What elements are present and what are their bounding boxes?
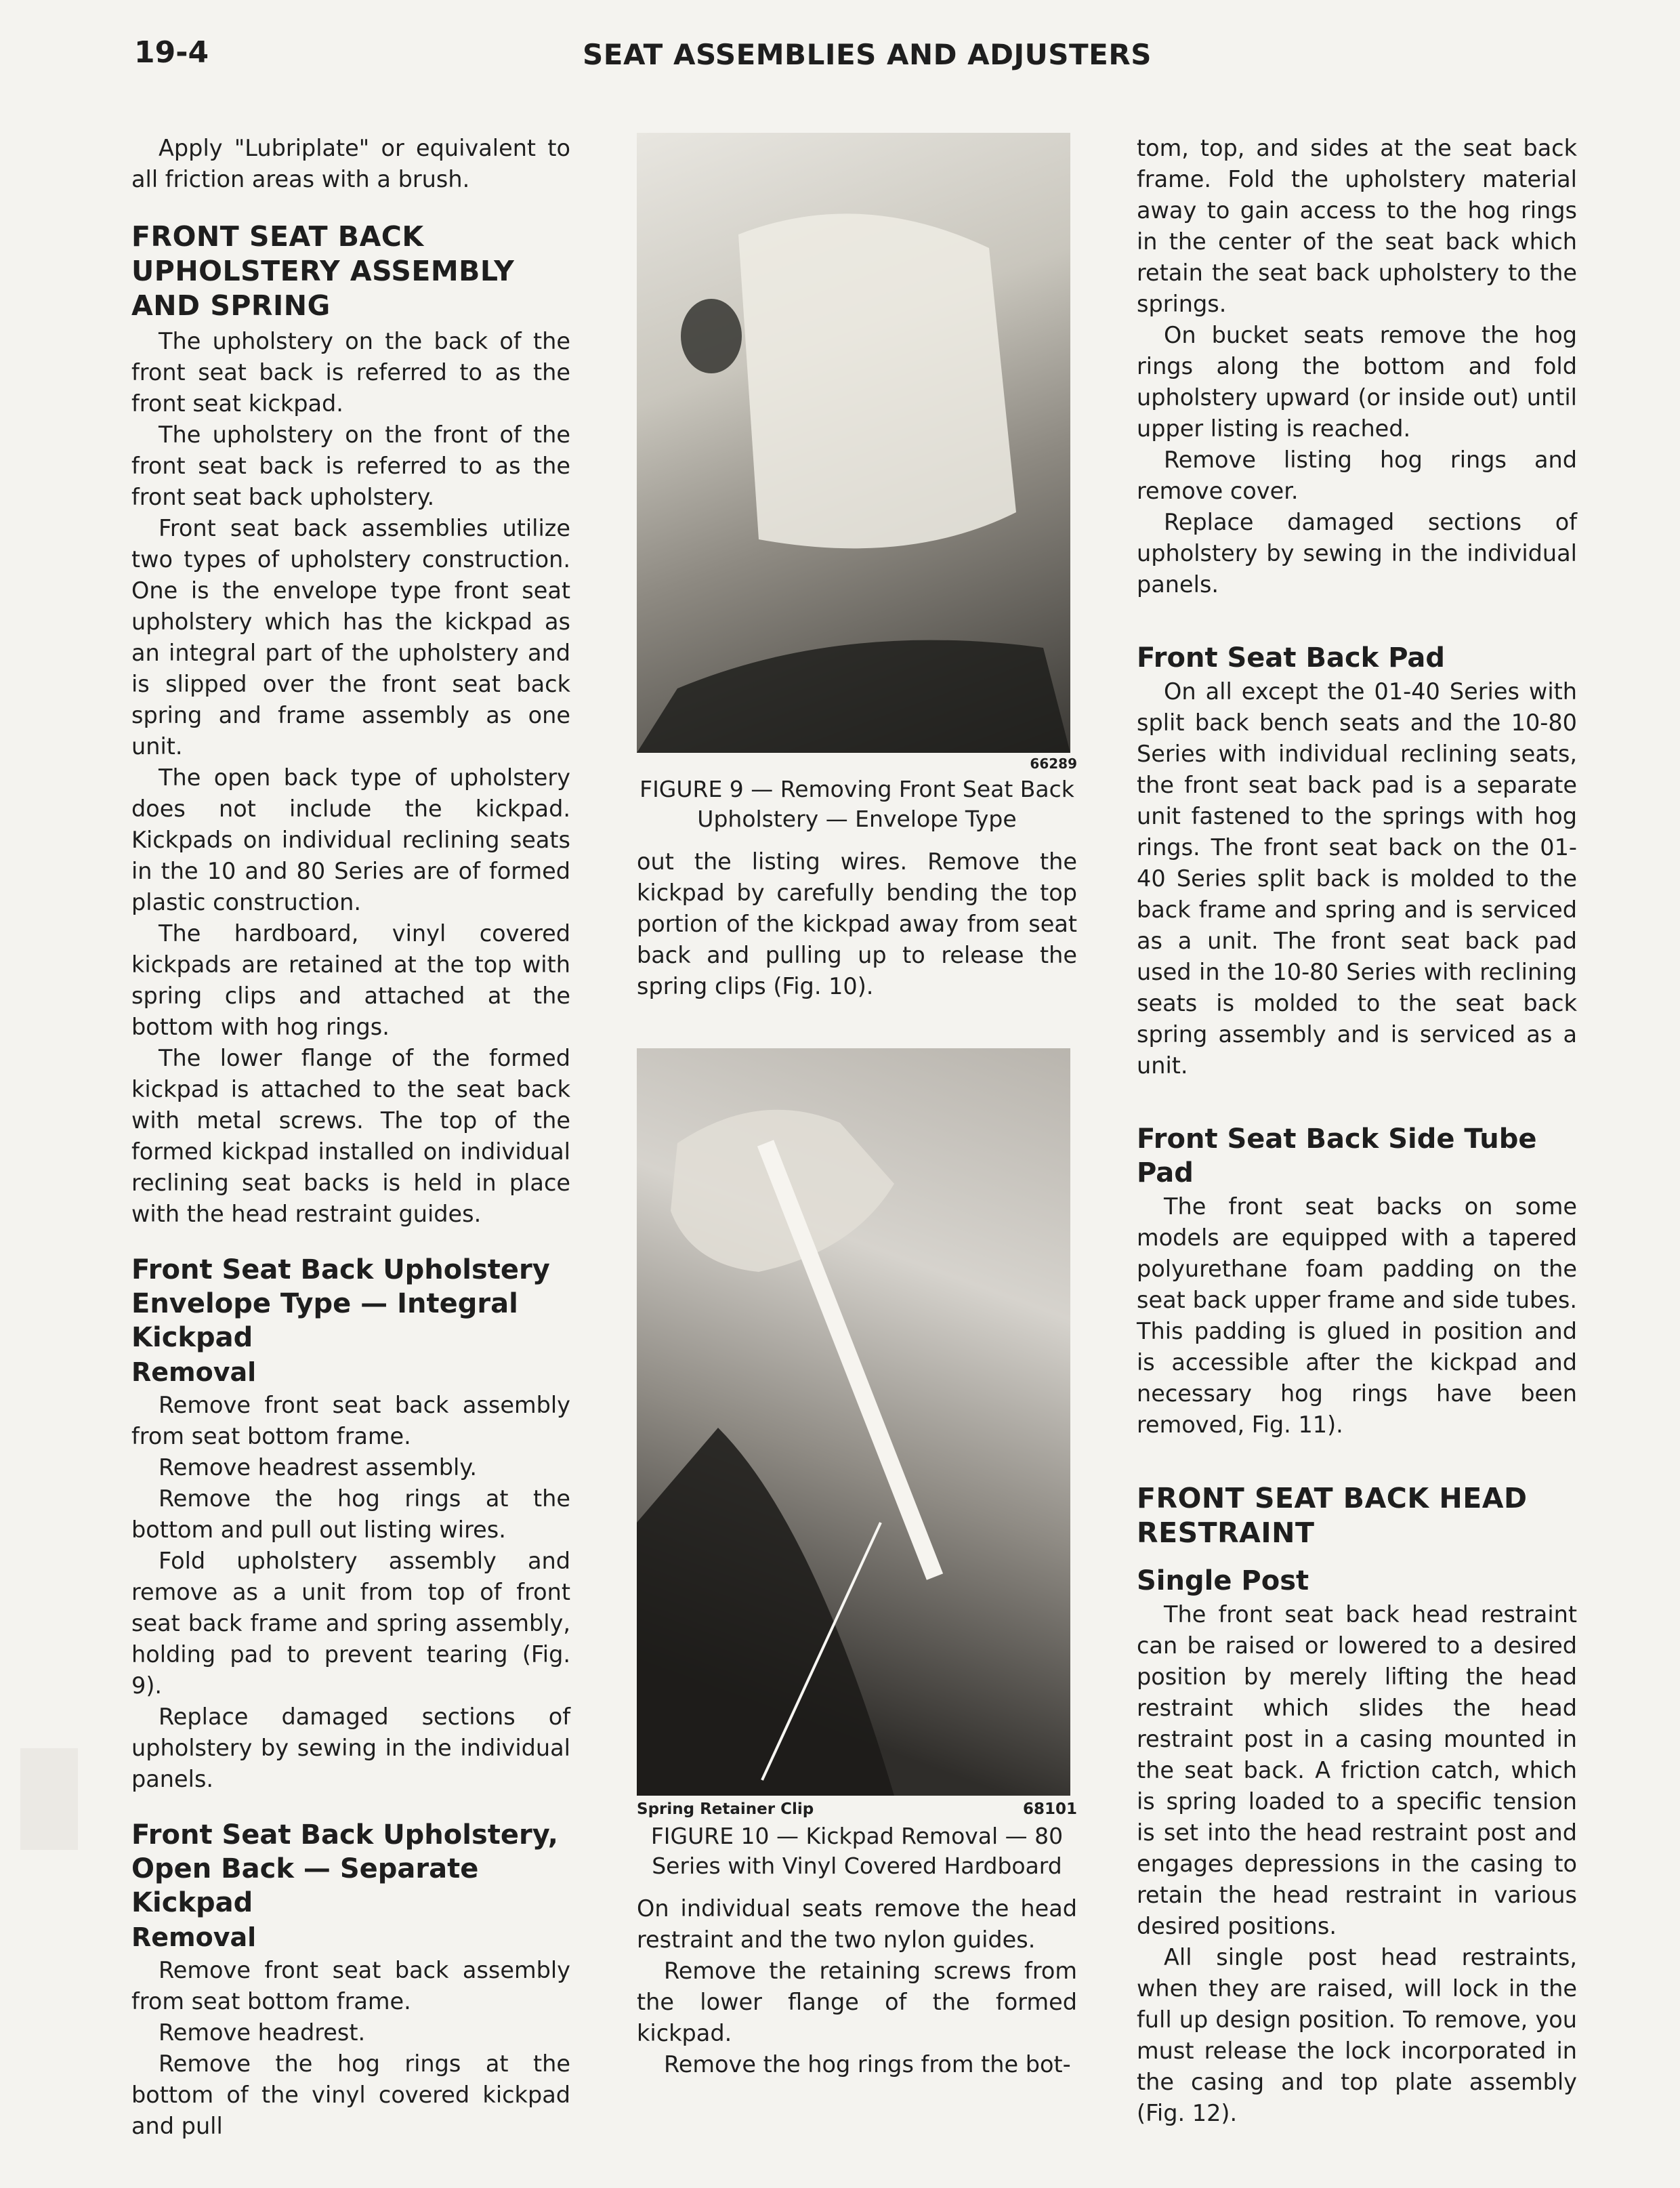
minor-heading: Removal <box>131 1922 257 1952</box>
paragraph: The open back type of upholstery does not include the kickpad. Kickpads on individual reclining seats in the 10 and 80 Series are of formed plastic construction. <box>131 764 570 915</box>
figure-9-caption: FIGURE 9 — Removing Front Seat Back Upholstery — Envelope Type <box>639 776 1074 832</box>
paragraph: tom, top, and sides at the seat back frame. Fold the upholstery material away to gain access to the hog rings in the center of the seat back which retain the seat back upholstery to the springs. <box>1137 135 1577 317</box>
section-heading: FRONT SEAT BACK UPHOLSTERY ASSEMBLY AND SPRING <box>131 220 515 322</box>
paragraph: On individual seats remove the head restraint and the two nylon guides. <box>637 1895 1077 1953</box>
paragraph: Remove the hog rings at the bottom of the vinyl covered kickpad and pull <box>131 2050 570 2139</box>
paragraph: Apply "Lubriplate" or equivalent to all friction areas with a brush. <box>131 135 570 192</box>
paragraph: The upholstery on the front of the front seat back is referred to as the front seat back upholstery. <box>131 421 570 510</box>
figure-9 <box>637 133 1077 834</box>
page-number: 19-4 <box>134 35 209 70</box>
paragraph: Remove front seat back assembly from seat bottom frame. <box>131 1957 570 2015</box>
paragraph: The front seat backs on some models are equipped with a tapered polyurethane foam padding on the seat back upper frame and side tubes. This padding is glued in position and is accessible after the kickpad and necessary hog rings have been removed, Fig. 11). <box>1137 1193 1577 1438</box>
figure-10-callout: Spring Retainer Clip <box>637 1800 814 1818</box>
paragraph: The lower flange of the formed kickpad is attached to the seat back with metal screws. The top of the formed kickpad installed on individual reclining seat backs is held in place with the head restraint guides. <box>131 1045 570 1227</box>
figure-10-photo <box>637 1048 1070 1796</box>
upholstery-photo-illustration <box>637 133 1070 753</box>
paragraph: Replace damaged sections of upholstery by sewing in the individual panels. <box>131 1704 570 1792</box>
paragraph: Remove headrest assembly. <box>159 1454 478 1481</box>
subsection-heading: Single Post <box>1137 1565 1309 1596</box>
figure-10-id: 68101 <box>1022 1800 1077 1818</box>
section-heading: FRONT SEAT BACK HEAD RESTRAINT <box>1137 1482 1528 1549</box>
paragraph: All single post head restraints, when they are raised, will lock in the full up design position. To remove, you must release the lock incorporated in the casing and top plate assembly (Fig. 12). <box>1137 1944 1577 2126</box>
figure-9-photo <box>637 133 1070 753</box>
figure-9-id: 66289 <box>1030 756 1077 772</box>
paragraph: out the listing wires. Remove the kickpad by carefully bending the top portion of the kickpad away from seat back and pulling up to release the spring clips (Fig. 10). <box>637 848 1077 999</box>
subsection-heading: Front Seat Back Side Tube Pad <box>1137 1123 1537 1189</box>
column-2 <box>637 133 1077 2080</box>
subsection-heading: Front Seat Back Upholstery Envelope Type — Integral Kickpad <box>131 1254 550 1353</box>
paragraph: Remove the retaining screws from the lower flange of the formed kickpad. <box>637 1958 1077 2046</box>
paragraph: Remove the hog rings from the bot- <box>664 2051 1071 2078</box>
column-1 <box>131 133 570 2142</box>
paragraph: The upholstery on the back of the front seat back is referred to as the front seat kickpad. <box>131 328 570 417</box>
kickpad-photo-illustration <box>637 1048 1070 1796</box>
subsection-heading: Front Seat Back Upholstery, Open Back — Separate Kickpad <box>131 1819 558 1918</box>
paragraph: Fold upholstery assembly and remove as a unit from top of front seat back frame and spring assembly, holding pad to prevent tearing (Fig. 9). <box>131 1548 570 1699</box>
paragraph: Remove the hog rings at the bottom and pull out listing wires. <box>131 1485 570 1543</box>
paragraph: Remove listing hog rings and remove cover. <box>1137 447 1577 504</box>
paragraph: On all except the 01-40 Series with split back bench seats and the 10-80 Series with individual reclining seats, the front seat back pad is a separate unit fastened to the springs with hog rings. The front seat back on the 01-40 Series split back is molded to the back frame and spring and is serviced as a unit. The front seat back pad used in the 10-80 Series with reclining seats is molded to the seat back spring assembly and is serviced as a unit. <box>1137 678 1577 1079</box>
figure-10 <box>637 1048 1077 1881</box>
subsection-heading: Front Seat Back Pad <box>1137 642 1446 674</box>
paragraph: Remove front seat back assembly from seat bottom frame. <box>131 1392 570 1449</box>
column-3 <box>1137 133 1577 2129</box>
paragraph: Remove headrest. <box>159 2019 366 2046</box>
page-title: SEAT ASSEMBLIES AND ADJUSTERS <box>583 38 1152 71</box>
paragraph: The front seat back head restraint can be raised or lowered to a desired position by merely lifting the head restraint which slides the head restraint post in a casing mounted in the seat back. A friction catch, which is spring loaded to a specific tension is set into the head restraint post and engages depressions in the casing to retain the head restraint in various desired positions. <box>1137 1601 1577 1939</box>
page-edge-tab <box>20 1748 78 1850</box>
paragraph: On bucket seats remove the hog rings along the bottom and fold upholstery upward (or inside out) until upper listing is reached. <box>1137 322 1577 442</box>
paragraph: The hardboard, vinyl covered kickpads are retained at the top with spring clips and attached at the bottom with hog rings. <box>131 920 570 1040</box>
paragraph: Front seat back assemblies utilize two types of upholstery construction. One is the envelope type front seat upholstery which has the kickpad as an integral part of the upholstery and is slipped over the front seat back spring and frame assembly as one unit. <box>131 515 570 760</box>
paragraph: Replace damaged sections of upholstery by sewing in the individual panels. <box>1137 509 1577 598</box>
minor-heading: Removal <box>131 1357 257 1387</box>
figure-10-caption: FIGURE 10 — Kickpad Removal — 80 Series with Vinyl Covered Hardboard <box>650 1823 1064 1879</box>
